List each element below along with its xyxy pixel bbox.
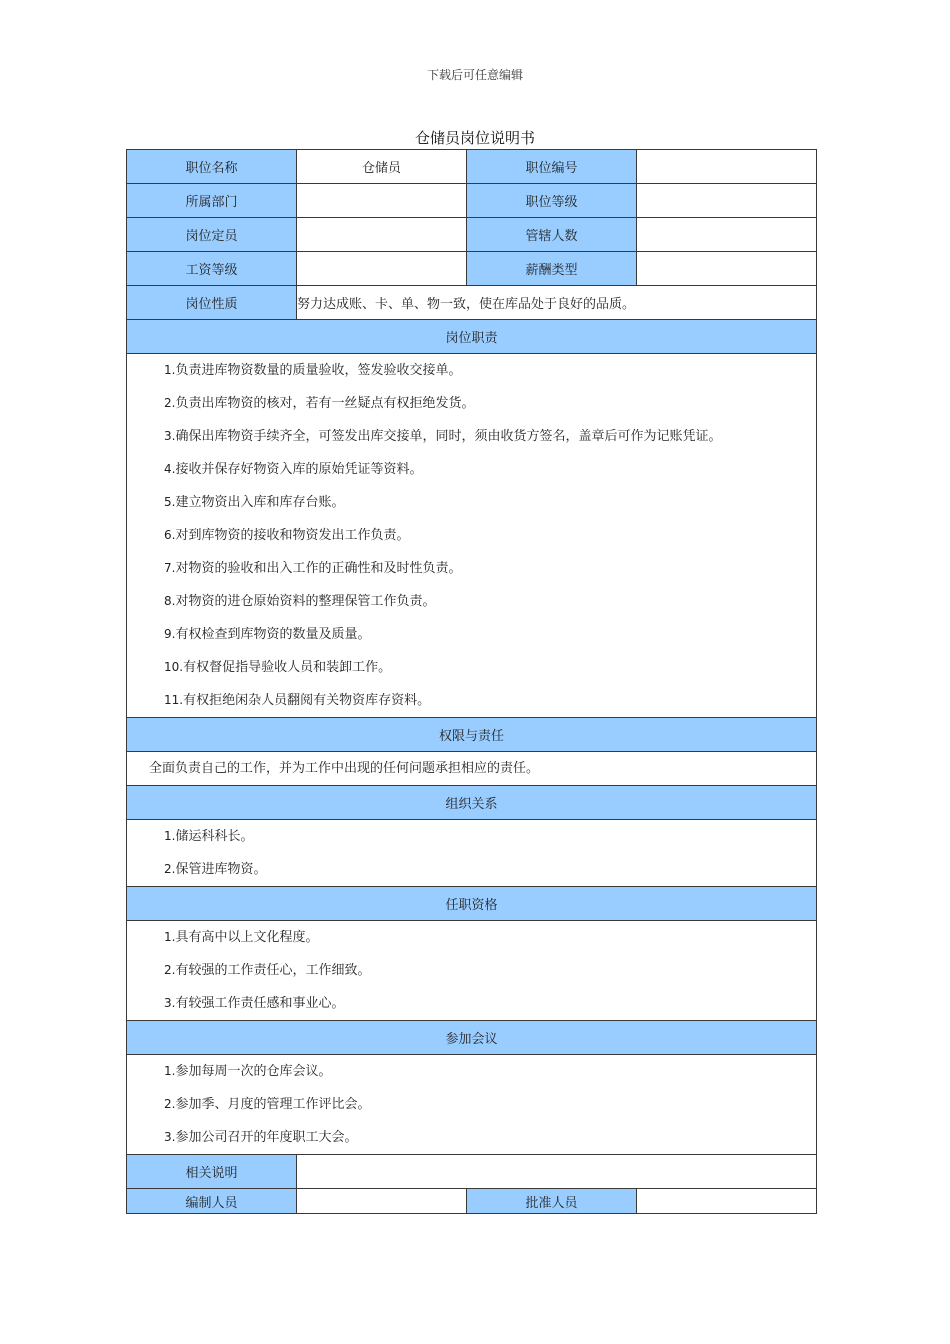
item-number: 7. <box>164 561 176 575</box>
row-notes <box>127 1155 817 1189</box>
row-nature <box>127 286 817 320</box>
salary-type-value <box>637 252 817 286</box>
row-wage <box>127 252 817 286</box>
list-item <box>127 1121 816 1154</box>
item-text: 负责出库物资的核对，若有一丝疑点有权拒绝发货。 <box>175 396 475 411</box>
notes-value <box>297 1155 817 1189</box>
position-name-label: 职位名称 <box>127 150 297 184</box>
row-meetings-heading <box>127 1021 817 1055</box>
item-number: 3. <box>164 429 176 443</box>
item-number: 5. <box>164 495 176 509</box>
authority-heading: 权限与责任 <box>127 718 817 752</box>
item-text: 对物资的进仓原始资料的整理保管工作负责。 <box>175 594 436 609</box>
salary-type-label: 薪酬类型 <box>467 252 637 286</box>
item-number: 1. <box>164 1064 176 1078</box>
department-label: 所属部门 <box>127 184 297 218</box>
subordinates-label: 管辖人数 <box>467 218 637 252</box>
authority-text: 全面负责自己的工作，并为工作中出现的任何问题承担相应的责任。 <box>149 761 540 776</box>
qualifications-list <box>127 921 817 1021</box>
nature-label: 岗位性质 <box>127 286 297 320</box>
wage-grade-value <box>297 252 467 286</box>
row-position-name <box>127 150 817 184</box>
item-text: 对到库物资的接收和物资发出工作负责。 <box>175 528 410 543</box>
document-title: 仓储员岗位说明书 <box>414 129 535 147</box>
item-text: 具有高中以上文化程度。 <box>175 930 319 945</box>
authority-cell <box>127 752 817 786</box>
item-text: 确保出库物资手续齐全，可签发出库交接单，同时，须由收货方签名，盖章后可作为记账凭证。 <box>175 429 722 444</box>
item-text: 接收并保存好物资入库的原始凭证等资料。 <box>175 462 423 477</box>
item-text: 建立物资出入库和库存台账。 <box>175 495 345 510</box>
item-text: 有权拒绝闲杂人员翻阅有关物资库存资料。 <box>183 693 431 708</box>
item-number: 3. <box>164 996 176 1010</box>
row-department <box>127 184 817 218</box>
item-text: 有较强的工作责任心，工作细致。 <box>175 963 371 978</box>
item-text: 储运科科长。 <box>175 829 254 844</box>
item-text: 参加每周一次的仓库会议。 <box>175 1064 332 1079</box>
row-duties-heading <box>127 320 817 354</box>
duties-list <box>127 354 817 718</box>
list-item <box>127 987 816 1020</box>
list-item <box>127 552 816 585</box>
list-item <box>127 387 816 420</box>
list-item <box>127 853 816 886</box>
item-number: 1. <box>164 829 176 843</box>
row-organization-heading <box>127 786 817 820</box>
list-item <box>127 1088 816 1121</box>
department-value <box>297 184 467 218</box>
list-item <box>127 618 816 651</box>
item-number: 2. <box>164 396 176 410</box>
item-number: 3. <box>164 1130 176 1144</box>
meetings-heading: 参加会议 <box>127 1021 817 1055</box>
list-item <box>127 921 816 954</box>
row-headcount <box>127 218 817 252</box>
position-code-value <box>637 150 817 184</box>
item-number: 1. <box>164 363 176 377</box>
level-value <box>637 184 817 218</box>
item-number: 10. <box>164 660 184 674</box>
approver-label: 批准人员 <box>467 1189 637 1214</box>
item-text: 有较强工作责任感和事业心。 <box>175 996 345 1011</box>
approver-value <box>637 1189 817 1214</box>
row-authority-text <box>127 752 817 786</box>
list-item <box>127 354 816 387</box>
wage-grade-label: 工资等级 <box>127 252 297 286</box>
list-item <box>127 486 816 519</box>
notes-label: 相关说明 <box>127 1155 297 1189</box>
item-number: 2. <box>164 862 176 876</box>
list-item <box>127 1055 816 1088</box>
item-number: 2. <box>164 1097 176 1111</box>
item-text: 保管进库物资。 <box>175 862 267 877</box>
row-duties-list <box>127 354 817 718</box>
item-text: 参加季、月度的管理工作评比会。 <box>175 1097 371 1112</box>
level-label: 职位等级 <box>467 184 637 218</box>
item-number: 4. <box>164 462 176 476</box>
item-number: 6. <box>164 528 176 542</box>
list-item <box>127 820 816 853</box>
meetings-list <box>127 1055 817 1155</box>
organization-heading: 组织关系 <box>127 786 817 820</box>
row-qualifications-heading <box>127 887 817 921</box>
organization-list <box>127 820 817 887</box>
subordinates-value <box>637 218 817 252</box>
list-item <box>127 585 816 618</box>
qualifications-heading: 任职资格 <box>127 887 817 921</box>
job-description-table <box>126 149 817 1214</box>
position-code-label: 职位编号 <box>467 150 637 184</box>
row-authority-heading <box>127 718 817 752</box>
item-number: 11. <box>164 693 184 707</box>
list-item <box>127 519 816 552</box>
row-signoff <box>127 1189 817 1214</box>
author-label: 编制人员 <box>127 1189 297 1214</box>
item-number: 8. <box>164 594 176 608</box>
item-number: 1. <box>164 930 176 944</box>
item-text: 对物资的验收和出入工作的正确性和及时性负责。 <box>175 561 462 576</box>
author-value <box>297 1189 467 1214</box>
item-text: 参加公司召开的年度职工大会。 <box>175 1130 358 1145</box>
row-qualifications-list <box>127 921 817 1021</box>
list-item <box>127 954 816 987</box>
list-item <box>127 453 816 486</box>
headcount-label: 岗位定员 <box>127 218 297 252</box>
item-number: 9. <box>164 627 176 641</box>
row-meetings-list <box>127 1055 817 1155</box>
position-name-value: 仓储员 <box>297 150 467 184</box>
item-text: 有权督促指导验收人员和装卸工作。 <box>183 660 392 675</box>
item-number: 2. <box>164 963 176 977</box>
row-organization-list <box>127 820 817 887</box>
item-text: 负责进库物资数量的质量验收，签发验收交接单。 <box>175 363 462 378</box>
headcount-value <box>297 218 467 252</box>
duties-heading: 岗位职责 <box>127 320 817 354</box>
item-text: 有权检查到库物资的数量及质量。 <box>175 627 371 642</box>
list-item <box>127 420 816 453</box>
list-item <box>127 684 816 717</box>
nature-value: 努力达成账、卡、单、物一致，使在库品处于良好的品质。 <box>297 286 817 320</box>
header-note: 下载后可任意编辑 <box>426 68 523 82</box>
list-item <box>127 651 816 684</box>
